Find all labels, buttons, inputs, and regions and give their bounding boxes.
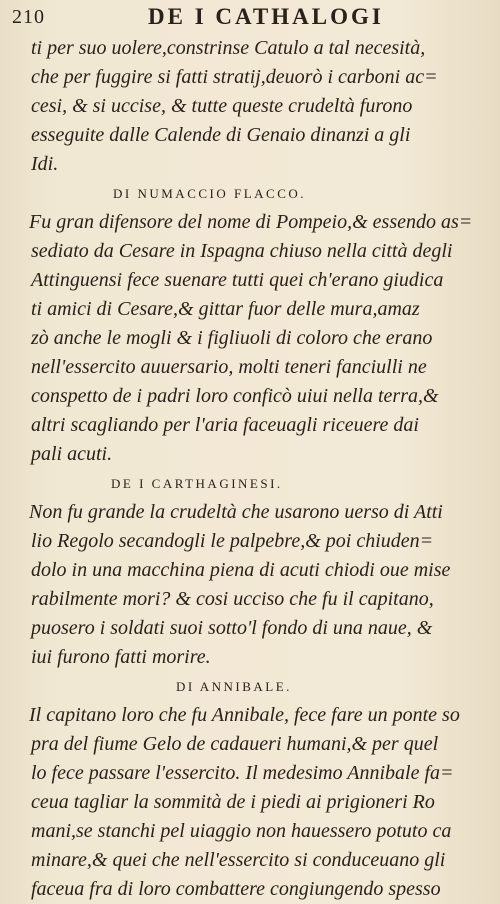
text-line: lo fece passare l'essercito. Il medesimo Annibale fa= bbox=[31, 762, 454, 784]
section-heading: DE I CARTHAGINESI. bbox=[111, 476, 283, 491]
text-line: conspetto de i padri loro conficò uiui nella terra,& bbox=[31, 385, 439, 407]
text-line: sediato da Cesare in Ispagna chiuso nella città degli bbox=[31, 240, 453, 262]
text-line: dolo in una macchina piena di acuti chiodi oue mise bbox=[31, 559, 451, 581]
text-line: Idi. bbox=[31, 153, 59, 175]
text-line: ti per suo uolere,constrinse Catulo a tal necesità, bbox=[31, 37, 426, 59]
text-line: nell'essercito auuersario, molti teneri fanciulli ne bbox=[31, 356, 427, 378]
text-line: faceua fra di loro combattere congiungendo spesso bbox=[31, 878, 441, 900]
text-line: pra del fiume Gelo de cadaueri humani,& per quel bbox=[31, 733, 439, 755]
text-line: pali acuti. bbox=[31, 443, 113, 465]
text-line: Fu gran difensore del nome di Pompeio,& essendo as= bbox=[29, 211, 473, 233]
page-header bbox=[10, 4, 490, 30]
text-line: Non fu grande la crudeltà che usarono uerso di Atti bbox=[29, 501, 443, 523]
text-line: lio Regolo secandogli le palpebre,& poi chiuden= bbox=[31, 530, 434, 552]
text-line: che per fuggire si fatti stratij,deuorò i carboni ac= bbox=[31, 66, 438, 88]
section-heading: DI NUMACCIO FLACCO. bbox=[113, 186, 307, 201]
text-line: ti amici di Cesare,& gittar fuor delle mura,amaz bbox=[31, 298, 420, 320]
section-heading: DI ANNIBALE. bbox=[176, 679, 292, 694]
text-line: cesi, & si uccise, & tutte queste crudeltà furono bbox=[31, 95, 413, 117]
body-text bbox=[31, 34, 489, 904]
text-line: iui furono fatti morire. bbox=[31, 646, 211, 668]
text-line: zò anche le mogli & i figliuoli di coloro che erano bbox=[31, 327, 433, 349]
text-line: puosero i soldati suoi sotto'l fondo di una naue, & bbox=[31, 617, 433, 639]
text-line: mani,se stanchi pel uiaggio non hauessero potuto ca bbox=[31, 820, 452, 842]
text-line: ceua tagliar la sommità de i piedi ai prigioneri Ro bbox=[31, 791, 435, 813]
text-line: rabilmente mori? & cosi ucciso che fu il capitano, bbox=[31, 588, 434, 610]
text-line: Il capitano loro che fu Annibale, fece fare un ponte so bbox=[29, 704, 460, 726]
text-line: Attinguensi fece suenare tutti quei ch'erano giudica bbox=[31, 269, 444, 291]
page-number: 210 bbox=[12, 6, 45, 28]
text-line: altri scagliando per l'aria faceuagli riceuere dai bbox=[31, 414, 419, 436]
text-line: esseguite dalle Calende di Genaio dinanzi a gli bbox=[31, 124, 411, 146]
running-head: DE I CATHALOGI bbox=[148, 4, 384, 29]
text-line: minare,& quei che nell'essercito si conduceuano gli bbox=[31, 849, 446, 871]
